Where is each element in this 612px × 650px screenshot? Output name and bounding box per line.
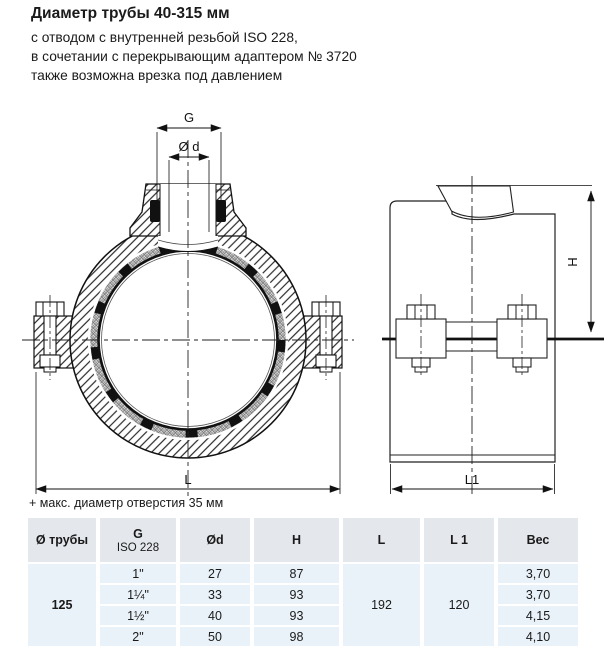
- cell-od: 27: [180, 564, 250, 583]
- dimensions-table: [24, 516, 582, 648]
- table-row: [28, 585, 578, 604]
- cell-weight: 4,15: [498, 606, 578, 625]
- cell-od: 50: [180, 627, 250, 646]
- subtitle-line: с отводом с внутренней резьбой ISO 228,: [31, 30, 298, 45]
- col-header-g: [100, 518, 176, 562]
- table-row: [28, 627, 578, 646]
- cell-h: 98: [254, 627, 339, 646]
- cell-h: 93: [254, 585, 339, 604]
- subtitle-line: также возможна врезка под давлением: [31, 68, 283, 83]
- cell-h: 87: [254, 564, 339, 583]
- cell-od: 40: [180, 606, 250, 625]
- col-header-weight: Вес: [498, 518, 578, 562]
- col-header-od: Ød: [180, 518, 250, 562]
- cell-weight: 4,10: [498, 627, 578, 646]
- page-title: Диаметр трубы 40-315 мм: [31, 5, 230, 22]
- cell-g: 1¼": [100, 585, 176, 604]
- cell-g: 2": [100, 627, 176, 646]
- cell-g: 1½": [100, 606, 176, 625]
- cell-pipe-diameter: 125: [28, 564, 96, 646]
- dim-label-l: L: [184, 472, 192, 487]
- cell-weight: 3,70: [498, 585, 578, 604]
- front-view: [22, 110, 354, 500]
- cell-h: 93: [254, 606, 339, 625]
- cell-weight: 3,70: [498, 564, 578, 583]
- col-header-pipe-diameter: Ø трубы: [28, 518, 96, 562]
- col-header-g-main: G: [133, 526, 143, 541]
- table-header-row: [28, 518, 578, 562]
- col-header-l1: L 1: [424, 518, 494, 562]
- dim-label-l1: L1: [464, 472, 480, 487]
- col-header-g-sub: ISO 228: [116, 541, 160, 554]
- cell-od: 33: [180, 585, 250, 604]
- col-header-h: H: [254, 518, 339, 562]
- subtitle-line: в сочетании с перекрывающим адаптером № 3720: [31, 49, 357, 64]
- cell-l: 192: [343, 564, 420, 646]
- cell-g: 1": [100, 564, 176, 583]
- max-hole-note: + макс. диаметр отверстия 35 мм: [29, 496, 224, 510]
- table-row: [28, 606, 578, 625]
- dim-label-g: G: [183, 110, 195, 125]
- table-row: [28, 564, 578, 583]
- col-header-l: L: [343, 518, 420, 562]
- cell-l1: 120: [424, 564, 494, 646]
- dim-label-h: H: [565, 257, 580, 267]
- side-view: [382, 176, 604, 497]
- dim-label-od: Ø d: [178, 139, 200, 154]
